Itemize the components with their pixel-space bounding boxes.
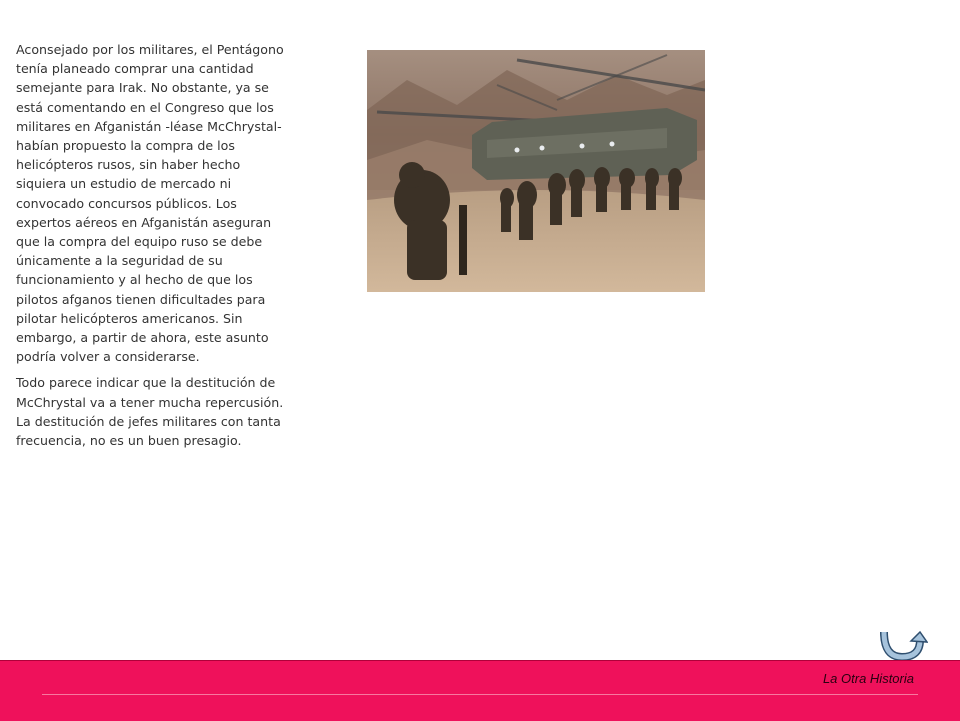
- helicopter-soldiers-photo: [367, 50, 705, 292]
- footer-bar: [0, 660, 960, 721]
- article-paragraph-2: Todo parece indicar que la destitución de McChrystal va a tener mucha repercusión. La destitución de jefes militares con tanta frecuencia, no es un buen presagio.: [16, 375, 284, 449]
- return-arrow-icon[interactable]: [878, 630, 928, 660]
- footer-title: La Otra Historia: [822, 671, 914, 686]
- footer-divider: [42, 694, 918, 695]
- article-text: [16, 40, 294, 457]
- article-paragraph-1: Aconsejado por los militares, el Pentágono tenía planeado comprar una cantidad semejante para Irak. No obstante, ya se está comentando en el Congreso que los militares en Afganistán -léase McChrystal- habían propuesto la compra de los helicópteros rusos, sin haber hecho siquiera un estudio de mercado ni convocado concursos públicos. Los expertos aéreos en Afganistán aseguran que la compra del equipo ruso se debe únicamente a la seguridad de su funcionamiento y al hecho de que los pilotos afganos tienen dificultades para pilotar helicópteros americanos. Sin embargo, a partir de ahora, este asunto podría volver a considerarse.: [16, 42, 284, 365]
